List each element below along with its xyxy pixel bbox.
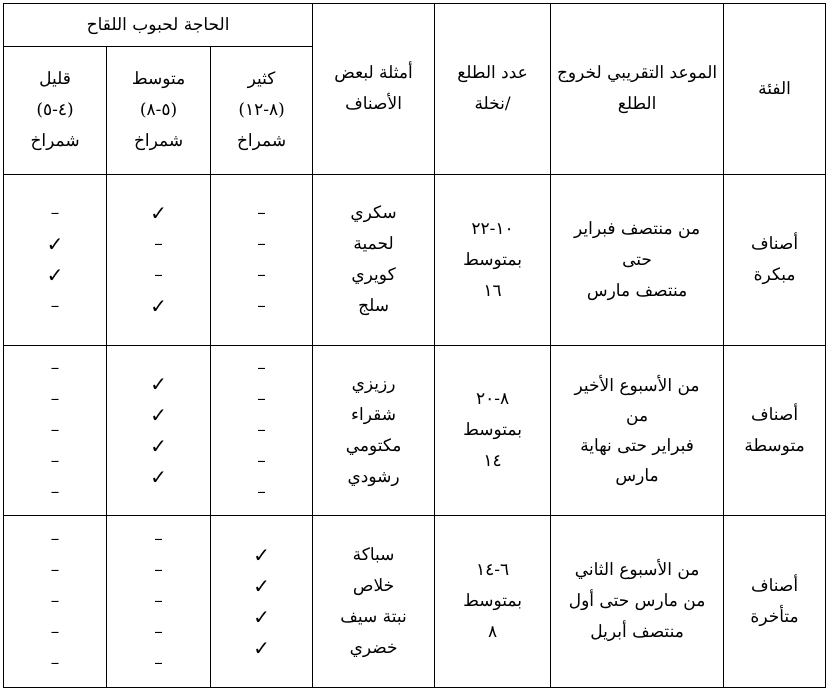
- dash-mark: –: [257, 234, 266, 254]
- dash-mark: –: [257, 451, 266, 471]
- dash-mark: –: [257, 420, 266, 440]
- check-icon: ✓: [150, 294, 167, 318]
- dash-mark: –: [50, 622, 60, 642]
- dash-mark: –: [50, 560, 60, 580]
- check-icon: ✓: [253, 542, 270, 567]
- check-icon: ✓: [46, 232, 64, 256]
- dash-mark: –: [50, 296, 60, 316]
- check-icon: ✓: [253, 573, 270, 598]
- many-cell: [211, 346, 313, 516]
- check-icon: ✓: [253, 604, 270, 629]
- few-cell: [4, 516, 107, 688]
- header-many: كثير (٨-١٢) شمراخ: [211, 47, 313, 175]
- dash-mark: –: [50, 389, 60, 409]
- dash-mark: –: [50, 420, 60, 440]
- pollination-table: [3, 3, 826, 688]
- check-icon: ✓: [150, 371, 167, 396]
- table-row: [4, 346, 826, 516]
- header-timing: الموعد التقريبي لخروج الطلع: [551, 4, 724, 175]
- dash-mark: –: [154, 622, 163, 642]
- dash-mark: –: [154, 560, 163, 580]
- timing-cell: من الأسبوع الثاني من مارس حتى أول منتصف أبريل: [551, 516, 724, 688]
- timing-cell: من منتصف فبراير حتى منتصف مارس: [551, 175, 724, 346]
- dash-mark: –: [154, 265, 163, 285]
- dash-mark: –: [257, 482, 266, 502]
- medium-cell: [107, 175, 211, 346]
- check-icon: ✓: [150, 464, 167, 489]
- varieties-cell: رزيزي شقراء مكتومي رشودي: [313, 346, 435, 516]
- medium-cell: [107, 516, 211, 688]
- check-icon: ✓: [150, 201, 167, 225]
- count-cell: ٨-٢٠ بمتوسط ١٤: [435, 346, 551, 516]
- dash-mark: –: [154, 591, 163, 611]
- check-icon: ✓: [253, 635, 270, 660]
- dash-mark: –: [257, 265, 266, 285]
- timing-cell: من الأسبوع الأخير من فبراير حتى نهاية مارس: [551, 346, 724, 516]
- header-few: قليل (٤-٥) شمراخ: [4, 47, 107, 175]
- few-cell: [4, 175, 107, 346]
- count-cell: ٦-١٤ بمتوسط ٨: [435, 516, 551, 688]
- header-category: الفئة: [724, 4, 826, 175]
- dash-mark: –: [50, 529, 60, 549]
- header-examples: أمثلة لبعض الأصناف: [313, 4, 435, 175]
- dash-mark: –: [257, 203, 266, 223]
- count-cell: ١٠-٢٢ بمتوسط ١٦: [435, 175, 551, 346]
- varieties-cell: سكري لحمية كويري سلج: [313, 175, 435, 346]
- few-cell: [4, 346, 107, 516]
- dash-mark: –: [154, 234, 163, 254]
- dash-mark: –: [50, 203, 60, 223]
- dash-mark: –: [50, 653, 60, 673]
- many-cell: [211, 516, 313, 688]
- varieties-cell: سباكة خلاص نبتة سيف خضري: [313, 516, 435, 688]
- many-cell: [211, 175, 313, 346]
- dash-mark: –: [154, 529, 163, 549]
- header-medium: متوسط (٥-٨) شمراخ: [107, 47, 211, 175]
- dash-mark: –: [50, 451, 60, 471]
- table-row: [4, 175, 826, 346]
- check-icon: ✓: [150, 402, 167, 427]
- table-row: [4, 516, 826, 688]
- dash-mark: –: [50, 591, 60, 611]
- dash-mark: –: [257, 358, 266, 378]
- dash-mark: –: [154, 653, 163, 673]
- category-cell: أصناف متوسطة: [724, 346, 826, 516]
- dash-mark: –: [257, 296, 266, 316]
- dash-mark: –: [50, 482, 60, 502]
- dash-mark: –: [257, 389, 266, 409]
- check-icon: ✓: [46, 263, 64, 287]
- category-cell: أصناف متأخرة: [724, 516, 826, 688]
- header-pollen-need: الحاجة لحبوب اللقاح: [4, 4, 313, 47]
- check-icon: ✓: [150, 433, 167, 458]
- dash-mark: –: [50, 358, 60, 378]
- medium-cell: [107, 346, 211, 516]
- header-count: عدد الطلع /نخلة: [435, 4, 551, 175]
- category-cell: أصناف مبكرة: [724, 175, 826, 346]
